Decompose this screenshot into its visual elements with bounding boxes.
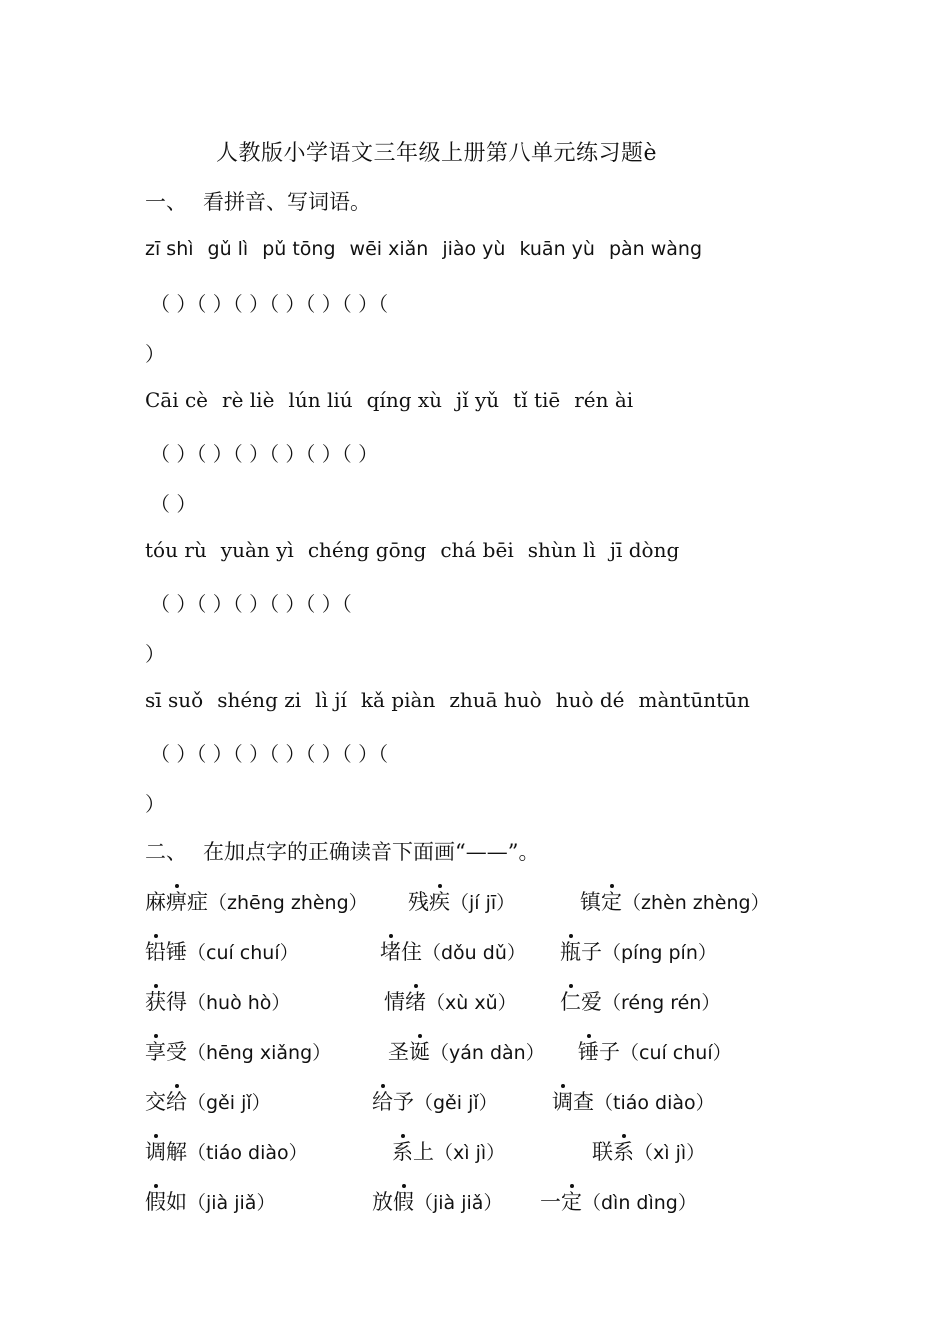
pronunciation-item[interactable] [145, 886, 368, 916]
answer-blanks-wrap-4: ） [145, 792, 165, 816]
pronunciation-item[interactable] [380, 936, 526, 966]
char-plain: 残 [408, 890, 429, 914]
pronunciation-item[interactable] [592, 1136, 705, 1166]
char-plain: 麻 [145, 890, 166, 914]
char-plain: 交 [145, 1090, 166, 1114]
answer-blanks-row-4[interactable]: （ ）（ ）（ ）（ ）（ ）（ ）（ [150, 742, 389, 766]
section2-number: 二、 [145, 840, 187, 864]
pinyin-word: rè liè [222, 388, 275, 412]
answer-blanks-row-2[interactable]: （ ）（ ）（ ）（ ）（ ）（ ） [150, 442, 379, 466]
pronunciation-item[interactable] [560, 986, 720, 1016]
dotted-char: 铅 [145, 940, 166, 964]
dotted-char: 定 [561, 1190, 582, 1214]
section1-number: 一、 [145, 190, 187, 214]
char-plain: 一 [540, 1190, 561, 1214]
pinyin-word: kǎ piàn [360, 688, 436, 712]
pinyin-word: wēi xiǎn [349, 238, 429, 260]
pinyin-word: huò dé [555, 688, 625, 712]
char-plain: 住 [401, 940, 422, 964]
char-plain: 症 [187, 890, 208, 914]
pinyin-row-3 [145, 538, 810, 562]
pinyin-word: rén ài [574, 388, 634, 412]
pinyin-word: tóu rù [145, 538, 207, 562]
answer-blanks-row-1[interactable]: （ ）（ ）（ ）（ ）（ ）（ ）（ [150, 292, 389, 316]
section1-text: 看拼音、写词语。 [203, 190, 371, 214]
char-plain: 予 [393, 1090, 414, 1114]
pinyin-options[interactable]: （cuí chuí） [620, 1042, 732, 1064]
pinyin-options[interactable]: （jí jī） [450, 892, 516, 914]
pinyin-options[interactable]: （cuí chuí） [187, 942, 299, 964]
pinyin-word: jiào yù [442, 238, 506, 260]
pinyin-row-1 [145, 238, 810, 260]
dotted-char: 给 [372, 1090, 393, 1114]
pinyin-word: màntūntūn [638, 688, 750, 712]
char-plain: 得 [166, 990, 187, 1014]
dotted-char: 定 [601, 890, 622, 914]
pronunciation-item[interactable] [392, 1136, 505, 1166]
pinyin-options[interactable]: （dǒu dǔ） [422, 942, 526, 964]
dotted-char: 锤 [578, 1040, 599, 1064]
pinyin-word: sī suǒ [145, 688, 204, 712]
pinyin-word: pǔ tōng [262, 238, 336, 260]
pinyin-word: chá bēi [440, 538, 514, 562]
pinyin-word: tǐ tiē [513, 388, 561, 412]
pronunciation-item[interactable] [145, 1086, 271, 1116]
pronunciation-item[interactable] [372, 1186, 502, 1216]
dotted-char: 仁 [560, 990, 581, 1014]
dotted-char: 瓶 [560, 940, 581, 964]
pinyin-options[interactable]: （tiáo diào） [187, 1142, 308, 1164]
pronunciation-item[interactable] [540, 1186, 697, 1216]
section2-text: 在加点字的正确读音下面画“——”。 [203, 840, 540, 864]
pinyin-word: qíng xù [366, 388, 443, 412]
section2-heading [145, 836, 539, 866]
pinyin-word: lì jí [315, 688, 347, 712]
pinyin-options[interactable]: （xù xǔ） [426, 992, 517, 1014]
pinyin-word: pàn wàng [608, 238, 703, 260]
pinyin-options[interactable]: （huò hò） [187, 992, 291, 1014]
dotted-char: 系 [613, 1140, 634, 1164]
char-plain: 子 [581, 940, 602, 964]
dotted-char: 获 [145, 990, 166, 1014]
dotted-char: 假 [145, 1190, 166, 1214]
answer-blanks-wrap-3: ） [145, 642, 165, 666]
pinyin-word: yuàn yì [220, 538, 294, 562]
char-plain: 受 [166, 1040, 187, 1064]
pronunciation-item[interactable] [388, 1036, 545, 1066]
char-plain: 上 [413, 1140, 434, 1164]
pinyin-options[interactable]: （xì jì） [434, 1142, 506, 1164]
pinyin-options[interactable]: （zhēng zhèng） [208, 892, 368, 914]
pronunciation-item[interactable] [145, 1036, 331, 1066]
dotted-char: 给 [166, 1090, 187, 1114]
pronunciation-item[interactable] [145, 1186, 275, 1216]
pinyin-options[interactable]: （gěi jǐ） [414, 1092, 498, 1114]
pinyin-options[interactable]: （hēng xiǎng） [187, 1042, 332, 1064]
dotted-char: 绪 [405, 990, 426, 1014]
pronunciation-item[interactable] [145, 936, 299, 966]
char-plain: 放 [372, 1190, 393, 1214]
answer-blanks-wrap-1: ） [145, 342, 165, 366]
pinyin-word: jī dòng [609, 538, 680, 562]
pinyin-word: zhuā huò [449, 688, 542, 712]
pinyin-options[interactable]: （jià jiǎ） [187, 1192, 276, 1214]
pinyin-word: chéng gōng [307, 538, 427, 562]
pinyin-word: jǐ yǔ [456, 388, 500, 412]
dotted-char: 痹 [166, 890, 187, 914]
pinyin-options[interactable]: （gěi jǐ） [187, 1092, 271, 1114]
pinyin-word: lún liú [288, 388, 353, 412]
pinyin-row-2 [145, 388, 810, 412]
dotted-char: 疾 [429, 890, 450, 914]
pronunciation-item[interactable] [408, 886, 515, 916]
pinyin-options[interactable]: （xì jì） [634, 1142, 706, 1164]
dotted-char: 系 [392, 1140, 413, 1164]
char-plain: 解 [166, 1140, 187, 1164]
pinyin-word: gǔ lì [207, 238, 249, 260]
page-title: 人教版小学语文三年级上册第八单元练习题è [216, 141, 658, 166]
dotted-char: 假 [393, 1190, 414, 1214]
pronunciation-item[interactable] [384, 986, 517, 1016]
char-plain: 情 [384, 990, 405, 1014]
pinyin-options[interactable]: （jià jiǎ） [414, 1192, 503, 1214]
pinyin-options[interactable]: （píng pín） [602, 942, 717, 964]
pinyin-word: kuān yù [519, 238, 595, 260]
char-plain: 爱 [581, 990, 602, 1014]
pinyin-word: zī shì [145, 238, 194, 260]
answer-blanks-row-3[interactable]: （ ）（ ）（ ）（ ）（ ）（ [150, 592, 352, 616]
pinyin-word: shéng zi [217, 688, 302, 712]
answer-blanks-wrap-2[interactable]: （ ） [150, 492, 197, 516]
pinyin-options[interactable]: （réng rén） [602, 992, 721, 1014]
pinyin-options[interactable]: （tiáo diào） [594, 1092, 715, 1114]
char-plain: 圣 [388, 1040, 409, 1064]
pronunciation-item[interactable] [580, 886, 770, 916]
dotted-char: 堵 [380, 940, 401, 964]
char-plain: 镇 [580, 890, 601, 914]
char-plain: 联 [592, 1140, 613, 1164]
pinyin-options[interactable]: （zhèn zhèng） [622, 892, 770, 914]
char-plain: 如 [166, 1190, 187, 1214]
dotted-char: 享 [145, 1040, 166, 1064]
pinyin-options[interactable]: （dìn dìng） [582, 1192, 697, 1214]
char-plain: 查 [573, 1090, 594, 1114]
dotted-char: 调 [145, 1140, 166, 1164]
pronunciation-item[interactable] [552, 1086, 715, 1116]
pinyin-word: Cāi cè [145, 388, 209, 412]
pronunciation-item[interactable] [578, 1036, 732, 1066]
pinyin-options[interactable]: （yán dàn） [430, 1042, 545, 1064]
section1-heading [145, 186, 371, 216]
pronunciation-item[interactable] [560, 936, 717, 966]
pronunciation-item[interactable] [372, 1086, 498, 1116]
dotted-char: 诞 [409, 1040, 430, 1064]
pinyin-row-4 [145, 688, 810, 712]
pronunciation-item[interactable] [145, 1136, 308, 1166]
char-plain: 锤 [166, 940, 187, 964]
dotted-char: 调 [552, 1090, 573, 1114]
pronunciation-item[interactable] [145, 986, 290, 1016]
pinyin-word: shùn lì [527, 538, 596, 562]
char-plain: 子 [599, 1040, 620, 1064]
